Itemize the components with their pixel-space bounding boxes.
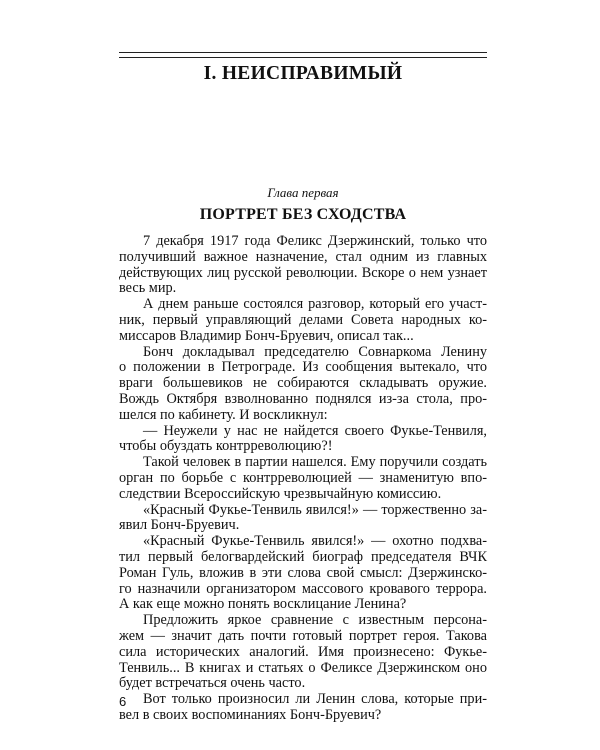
header-rule-top [119,52,487,53]
text-line: — Неужели у нас не найдется своего Фукье-Тенвиля, [143,422,487,439]
text-line: явил Бонч-Бруевич. [119,517,240,534]
text-line: ник, первый управляющий делами Совета народных ко- [119,311,487,328]
text-line: получивший важное назначение, стал одним из главных [119,248,487,265]
text-line: о положении в Петрограде. Из сообщения вытекало, что [119,359,487,376]
text-line: действующих лиц русской революции. Вскоре о нем узнает [119,264,487,281]
text-line: Тенвиль... В книгах и статьях о Феликсе Дзержинском оно [119,659,487,676]
body-text [119,234,487,724]
text-line: го назначили организатором массового кровавого террора. [119,580,487,597]
text-line: следствии Всероссийскую чрезвычайную комиссию. [119,485,442,502]
text-line: 7 декабря 1917 года Феликс Дзержинский, только что [143,233,487,249]
text-line: сила исторических аналогий. Имя произнесено: Фукье- [119,643,487,660]
text-line: весь мир. [119,280,177,297]
part-title: I. НЕИСПРАВИМЫЙ [203,63,403,84]
text-line: вел в своих воспоминаниях Бонч-Бруевич? [119,706,382,723]
header-rule-bottom [119,57,487,58]
text-line: орган по борьбе с контрреволюцией — знаменитую впо- [119,469,487,486]
text-line: будет встречаться очень часто. [119,675,306,692]
text-line: Такой человек в партии нашелся. Ему поручили создать [143,454,487,471]
text-line: Вождь Октября взволнованно поднялся из-за стола, про- [119,390,487,407]
text-line: Предложить яркое сравнение с известным персона- [143,612,487,629]
text-line: Вот только произносил ли Ленин слова, которые при- [143,691,487,708]
page-number: 6 [119,694,127,709]
text-line: А как еще можно понять восклицание Ленина? [119,596,407,613]
text-line: А днем раньше состоялся разговор, который его участ- [143,296,487,313]
text-line: «Красный Фукье-Тенвиль явился!» — торжественно за- [143,501,487,518]
chapter-title: ПОРТРЕТ БЕЗ СХОДСТВА [199,206,407,223]
text-line: Роман Гуль, вложив в эти слова свой смысл: Дзержинско- [119,564,487,581]
text-line: Бонч докладывал председателю Совнаркома Ленину [143,343,487,360]
chapter-label: Глава первая [267,185,339,200]
text-line: тил первый белогвардейский биограф председателя ВЧК [119,548,487,565]
text-line: чтобы обуздать контрреволюцию?! [119,438,333,455]
text-line: жем — значит дать почти готовый портрет героя. Такова [119,627,487,644]
text-line: враги большевиков не собираются складывать оружие. [119,375,487,392]
text-line: «Красный Фукье-Тенвиль явился!» — охотно подхва- [143,533,487,550]
text-line: шелся по кабинету. И воскликнул: [119,406,328,423]
text-line: миссаров Владимир Бонч-Бруевич, описал так... [119,327,414,344]
